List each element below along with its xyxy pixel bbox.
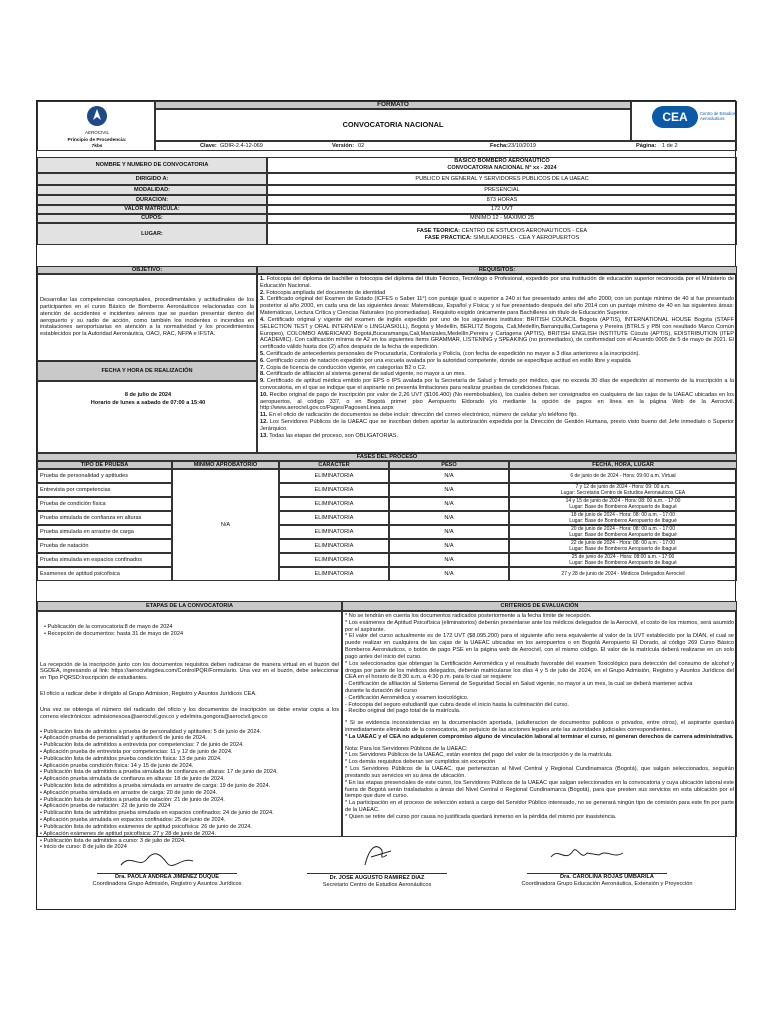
etapas-heading: ETAPAS DE LA CONVOCATORIA xyxy=(37,601,342,611)
requisito-number: 10. xyxy=(260,391,268,398)
fases-table-row xyxy=(37,469,737,483)
requisito-item xyxy=(260,412,734,419)
principio-code: 7kbs xyxy=(91,144,103,149)
fases-table-row xyxy=(37,483,737,497)
requisito-number: 9. xyxy=(260,378,265,385)
requisito-item xyxy=(260,290,734,297)
criterios-content xyxy=(342,611,737,837)
fecha-realizacion-heading: FECHA Y HORA DE REALIZACIÓN xyxy=(37,361,257,381)
requisito-item xyxy=(260,378,734,392)
fases-col-caracter: CARACTER xyxy=(279,461,389,469)
fases-cell-peso: N/A xyxy=(389,497,509,511)
fases-cell-peso: N/A xyxy=(389,483,509,497)
firma-3-role: Coordinadora Grupo Educación Aeronáutica, Extensión y Proyección xyxy=(521,880,693,887)
fases-cell-peso: N/A xyxy=(389,525,509,539)
requisito-item xyxy=(260,419,734,433)
principio-label: Principio de Procedencia: xyxy=(67,138,127,143)
lugar-practica-value: SIMULADORES - CEA Y AEROPUERTOS xyxy=(473,235,580,242)
requisito-item xyxy=(260,317,734,351)
clave-label: Clave: xyxy=(200,142,217,149)
requisito-text: Los Servidores Públicos de la UAEAC que se inscriban deben aportar la autorización expedida por la Dirección de Gestión Humana, previo visto bueno del Jefe inmediato o Superior Jerárquico. xyxy=(260,419,734,432)
requisitos-heading: REQUISITOS: xyxy=(257,266,737,274)
etapa-date-item: • Aplicación prueba simulada en espacios confinados: 25 de junio de 2024. xyxy=(40,817,226,824)
fases-cell-fecha xyxy=(509,483,737,497)
etapa-date-item: • Publicación lista de admitidos a prueba simulada en arrastre de carga: 19 de junio de 2024. xyxy=(40,783,271,789)
objetivo-heading: OBJETIVO: xyxy=(37,266,257,274)
left-logo-cell xyxy=(37,101,155,151)
fases-cell-caracter: ELIMINATORIA xyxy=(279,525,389,539)
fases-table-row xyxy=(37,497,737,511)
etapas-spacer-3 xyxy=(40,682,339,691)
fases-cell-caracter: ELIMINATORIA xyxy=(279,469,389,483)
requisito-number: 4. xyxy=(260,316,265,323)
dirigido-value: PUBLICO EN GENERAL Y SERVIDORES PUBLICOS DE LA UAEAC xyxy=(267,173,737,185)
criterio-nota-line: * La participación en el proceso de selección estará a cargo del Servidor Público interesado, no se generará ningún tipo de comisión para este fin por parte de la UAEAC. xyxy=(345,800,734,813)
nombre-value-line1: BASICO BOMBERO AERONAUTICO xyxy=(454,158,550,164)
fases-cell-tipo: Prueba simulada en arrastre de carga xyxy=(37,525,172,539)
fecha-realizacion-value: 8 de julio de 2024 xyxy=(124,392,172,398)
fases-col-minimo: MINIMO APROBATORIO xyxy=(172,461,279,469)
requisito-number: 5. xyxy=(260,350,265,357)
requisito-text: Certificado de afiliación al sistema general de salud vigente, no mayor a un mes. xyxy=(264,371,466,378)
requisito-item xyxy=(260,433,734,440)
requisito-number: 2. xyxy=(260,289,265,296)
etapa-date-item: • Aplicación prueba de personalidad y aptitudes:6 de junio de 2024. xyxy=(40,735,207,742)
fases-cell-fecha xyxy=(509,539,737,553)
criterio-nota-line: * En las etapas presenciales de este curso, los Servidores Públicos de la UAEAC que salgan seleccionados en la convocatoria y cuya ubicación laboral este fuera de Bogotá serán trasladados a áreas del Nivel Central o Regional Cundinamarca (Bogotá), para que presten sus servicios en esta ubicación por el tiempo que dure el curso. xyxy=(345,779,734,800)
fases-cell-caracter: ELIMINATORIA xyxy=(279,511,389,525)
etapa-date-item: • Aplicación prueba simulada en arrastre de carga: 20 de junio de 2024. xyxy=(40,789,218,796)
requisito-text: En el oficio de radicación de documentos se debe incluir: dirección del correo electrónico, número de celular y/o teléfono fijo. xyxy=(267,412,578,419)
lugar-teorica xyxy=(268,228,736,235)
aerocivil-logo-icon xyxy=(84,105,110,129)
fases-fecha-text: 6 de junio de de 2024 - Hora: 09:00 a.m. Virtual xyxy=(570,473,676,479)
fases-cell-peso: N/A xyxy=(389,469,509,483)
etapa-top-item: • Recepción de documentos: hasta 31 de mayo de 2024 xyxy=(44,630,184,637)
criterio-nota-line: * Los Servidores Públicos de la UAEAC, están exentos del pago del valor de la inscripción y de la matrícula. xyxy=(345,752,613,759)
etapa-top-item: • Publicación de la convocatoria:8 de mayo de 2024 xyxy=(44,624,173,630)
nombre-label: NOMBRE Y NUMERO DE CONVOCATORIA xyxy=(37,157,267,173)
cupos-value: MINIMO 12 - MAXIMO 25 xyxy=(267,214,737,223)
fases-cell-fecha xyxy=(509,469,737,483)
version-label: Versión: xyxy=(332,142,355,149)
fases-lugar-text: Lugar: Base de Bomberos Aeropuerto de Ibagué xyxy=(569,560,677,566)
fases-col-peso: PESO xyxy=(389,461,509,469)
fases-fecha-text: 18 de junio de 2024 - Hora: 08: 00 a.m. - 17:00 xyxy=(571,512,675,518)
etapa-date-item: • Publicación lista de admitidos prueba condición física: 13 de junio 2024. xyxy=(40,755,222,762)
nombre-value xyxy=(267,157,737,173)
criterio-line: - Certificación de afiliación al Sistema General de Seguridad Social en Salud vigente, no mayor a un mes, la cual se deberá mantener activa xyxy=(345,681,693,688)
fases-lugar-text: Lugar: Base de Bomberos Aeropuerto de Ibagué xyxy=(569,532,677,538)
fases-cell-tipo: Prueba simulada de confianza en alturas xyxy=(37,511,172,525)
lugar-practica-label: FASE PRACTICA: xyxy=(424,235,472,242)
signature-2-icon xyxy=(357,839,397,869)
etapas-spacer-5 xyxy=(40,721,339,729)
right-logo-cell xyxy=(631,101,737,141)
fases-heading: FASES DEL PROCESO xyxy=(37,453,737,461)
fecha-label: Fecha: xyxy=(490,142,509,149)
fases-fecha-text: 20 de junio de 2024 - Hora: 08: 00 a.m. - 17:00 xyxy=(571,526,675,532)
fases-col-fecha: FECHA, HORA, LUGAR xyxy=(509,461,737,469)
etapas-dates-list xyxy=(40,729,339,852)
requisito-text: Certificado original y vigente del examen de inglés expedido por uno de los siguientes institutos: BRITISH COUNCIL Bogota (APTIS), INTERNATIONAL HOUSE Bogota (STAFF SELECTION TEST y ORAL INTERVIEW o LINGUASKILL), Bogotá y Medellín, BERLITZ Bogota, Cali,Medellín,Barranquilla,Cartagena y Pereira (BTRLS y PBI con resultado Marco Común Europeo), COLOMBO AMERICANO Bogotá,Bucaramanga,Cali,Manizales,Medellín,Pereira y Cartagena (APTIS), BRITISH ENGLISH INSTITUTE Cúcuta (APTIS), EDISTRIBUTION (ITEP ACADEMIC). Con calificación mínima de A2 en los siguientes ítems GRAMMAR, LISTENING y SPEAKING (no promediados), de conformidad con el Acuerdo 0005 de 5 de mayo de 2021. El certificado válido hasta dos (2) años después de la fecha de expedición. xyxy=(260,316,734,351)
fecha-value: 23/10/2019 xyxy=(508,142,536,149)
fases-cell-caracter: ELIMINATORIA xyxy=(279,539,389,553)
etapa-date-item: • Publicación lista de admitidos a prueba de personalidad y aptitudes: 5 de junio de 2024. xyxy=(40,728,262,735)
fases-cell-fecha xyxy=(509,497,737,511)
fases-minimo-value: N/A xyxy=(172,469,279,581)
criterio-nota-line: * Quien se retire del curso por causa no justificada quedará inmerso en la pérdida del mismo por inasistencia. xyxy=(345,813,617,820)
etapas-para1: La recepción de la inscripción junto con los documentos requisitos deben radicarse de manera virtual en el buzon del SGDEA, ingresando al link: https://aerocivilsgdea.com/ControlPQR/Formulario. Una vez en el buzón, debe seleccionar en Tipo PQRSD:Inscripción de estudiantes. xyxy=(40,661,339,682)
fases-table-row xyxy=(37,511,737,525)
formato-label: FORMATO xyxy=(155,101,631,109)
etapas-spacer-4 xyxy=(40,698,339,707)
fases-cell-peso: N/A xyxy=(389,553,509,567)
duracion-label: DURACION: xyxy=(37,195,267,205)
firma-1-role: Coordinadora Grupo Admisión, Registro y Asuntos Jurídicos xyxy=(92,880,242,887)
criterios-lines xyxy=(345,613,734,734)
fases-cell-tipo: Prueba de natación xyxy=(37,539,172,553)
left-logo-caption: AEROCIVIL xyxy=(84,130,109,135)
requisito-number: 3. xyxy=(260,296,265,303)
cea-logo-caption xyxy=(700,112,738,121)
requisito-item xyxy=(260,296,734,316)
fases-cell-fecha xyxy=(509,511,737,525)
objetivo-text: Desarrollar las competencias conceptuales, procedimentales y actitudinales de los participantes en el curso Básico de Bomberos Aeronáuticos relacionadas con la atención de accidentes e incidentes aéreos que se puedan presentar dentro del aeropuerto y su radio de acción, como también los incidentes o incendios en instalaciones aeroportuarias en atención a la normatividad y los procedimientos establecidos por la Autoridad Aeronáutica, OACI, RAC, NFPA e IFSTA. xyxy=(37,274,257,361)
criterios-nota xyxy=(345,746,734,821)
requisito-text: Copia de licencia de conducción vigente, en categorías B2 o C2. xyxy=(264,364,427,371)
requisito-text: Certificado curso de natación expedido por una escuela avalada por la autoridad competente, donde se especifique actitud en estilo libre y espalda xyxy=(264,357,631,364)
lugar-teorica-label: FASE TEORICA: xyxy=(416,228,461,234)
fases-fecha-text: 22 de junio de 2024 - Hora: 08: 00 a.m. - 17:00 xyxy=(571,540,675,546)
etapas-spacer-2 xyxy=(40,638,339,662)
criterio-line: * Si se evidencia inconsistencias en la documentación aportada, (adulteracion de documentos publicos o privados, entre otros), el aspirante quedará inmediatamente eliminado de la convocatoria, sin perjuicio de las acciones legales ante las autoridades judiciales correspondientes.. xyxy=(345,720,734,733)
lugar-practica xyxy=(268,235,736,242)
etapa-date-item: • Publicación lista de admitidos prueba simulada en espacios confinados: 24 de junio de 2024. xyxy=(40,810,274,817)
etapa-date-item: • Inicio de curso: 8 de julio de 2024 xyxy=(40,844,127,851)
requisito-item xyxy=(260,358,734,365)
fases-cell-peso: N/A xyxy=(389,511,509,525)
criterio-line: * Los seleccionados que obtengan la Certificación Aeromédica y el resultado favorable del examen Toxicológico para detección del consumo de alcohol y drogas por parte de los médicos delegados, deberán matricularse los días 4 y 5 de julio de 2024, en el Grupo Admisión, Registro y Asuntos Jurídicos del CEA en el horario de 8:30 a.m. a 4:30 p.m. para lo cual se requiere: xyxy=(345,660,734,681)
fases-cell-caracter: ELIMINATORIA xyxy=(279,497,389,511)
fases-table-row xyxy=(37,567,737,581)
fases-cell-caracter: ELIMINATORIA xyxy=(279,483,389,497)
fases-cell-fecha xyxy=(509,567,737,581)
valor-value: 172 UVT xyxy=(267,205,737,214)
requisito-text: Certificado de antecedentes personales de Procuraduría, Contraloría y Policía, (con fecha de expedición no mayor a 3 días anteriores a la inscripción). xyxy=(264,350,640,357)
requisito-text: Certificado original del Examen de Estado (ICFES o Saber 11°) con puntaje igual o superior a 240 si fue presentado antes del año 2000; con un puntaje mínimo de 40 si fue presentado posterior al año 2000, en cada una de las siguientes áreas: Matemáticas, Español y Física; y si fue presentado después del año 2014 con un puntaje mínimo de 40 en las siguientes áreas: Matemáticas, Lectura Crítica y Ciencias Naturales (no promediadas). Requisito exigido únicamente para Bachilleres sin título de Educación Superior. xyxy=(260,296,734,317)
criterio-line: - Recibo original del pago total de la matrícula. xyxy=(345,708,461,715)
requisito-number: 6. xyxy=(260,357,265,364)
fases-col-tipo: TIPO DE PRUEBA xyxy=(37,461,172,469)
requisito-text: Certificado de aptitud médica emitido por EPS o IPS avalada por la Secretaría de Salud y firmado por médico, que no exceda 30 días de expedición al momento de la inscripción a la convocatoria, en el que se indique que el aspirante no presenta limitaciones para realizar pruebas de condiciones físicas. xyxy=(260,378,734,391)
etapas-para3: Una vez se obtenga el número del radicado del oficio y los documentos de inscripción se debe enviar copia a los correos electrónicos: admisionescea@aerocivil.gov.co y edelmira.gongora@aerocivil.gov.co xyxy=(40,706,339,720)
etapa-date-item: • Publicación lista de admitidos a entrevista por competencias: 7 de junio de 2024. xyxy=(40,742,244,749)
lugar-value xyxy=(267,223,737,245)
fases-fecha-text: 27 y 28 de junio de 2024 - Médicos Delegados Aerocivil xyxy=(561,571,685,577)
fases-fecha-text: 25 de junio de 2024 - Hora: 08:00 a.m. - 17:00 xyxy=(571,554,675,560)
criterio-line: * El valor del curso actualmente es de 172 UVT ($8.095.200) para el siguiente año sera equivalente al valor de la UVT establecido por la DIAN, el cual se puede realizar en cualquiera de las cajas de la UAEAC ubicadas en los aeropuertos o en Bogotá Aeropuerto El Dorado, al código 269 Curso Básico Bomberos Aeronáuticos, o botón de pago PSE en la página web de Aerocivil, con el mismo código. El valor de la matrícula deberá realizarse en un solo pago antes del inicio del curso. xyxy=(345,633,734,660)
fases-fecha-text: 14 y 15 de junio de 2024 - Hora: 08: 00 a.m. - 17:00 xyxy=(565,498,681,504)
requisito-text: Fotocopia del diploma de bachiller o fotocopia del diploma del título Técnico, Tecnólogo o Profesional, expedido por una institución de educación superior reconocida por el Ministerio de Educación Nacional. xyxy=(260,276,734,289)
lugar-label: LUGAR: xyxy=(37,223,267,245)
nombre-value-line2: CONVOCATORIA NACIONAL N° xx - 2024 xyxy=(447,164,557,171)
signature-1-icon xyxy=(117,849,197,871)
etapas-spacer xyxy=(40,614,339,624)
requisito-item xyxy=(260,392,734,412)
criterio-nota-line: Nota: Para los Servidores Públicos de la UAEAC: xyxy=(345,745,468,752)
criterios-heading: CRITERIOS DE EVALUACIÓN xyxy=(342,601,737,611)
pagina-value: 1 de 2 xyxy=(662,142,678,149)
fases-lugar-text: Lugar: Secretaria Centro de Estudios Aeronauticos CEA xyxy=(560,490,686,496)
fases-cell-fecha xyxy=(509,553,737,567)
etapa-date-item: • Aplicación prueba simulada de confianza en alturas: 18 de junio de 2024. xyxy=(40,776,225,783)
fases-table-body xyxy=(37,469,737,581)
criterio-line: * No se tendrán en cuenta los documentos radicados posteriormente a la fecha límite de recepción. xyxy=(345,613,592,619)
document-page xyxy=(36,100,736,910)
firmas-area xyxy=(37,837,737,911)
cea-caption-line2: Aeronáuticos xyxy=(700,115,725,121)
page-title: CONVOCATORIA NACIONAL xyxy=(155,109,631,141)
etapa-date-item: • Publicación lista de admitidos exámenes de aptitud psicofísica: 26 de junio de 2024. xyxy=(40,823,252,830)
requisito-text: Fotocopia ampliada del documento de identidad xyxy=(264,289,386,296)
horario-value: Horario de lunes a sabado de 07:00 a 15:40 xyxy=(90,400,206,406)
fases-cell-peso: N/A xyxy=(389,539,509,553)
fases-fecha-text: 7 y 12 de junio de 2024 - Hora: 09: 00 a.m. xyxy=(575,484,671,490)
criterios-bold-line: * La UAEAC y el CEA no adquieren compromiso alguno de vinculación laboral al terminar el curso, ni generan derechos de carrera administrativa. xyxy=(345,733,734,740)
cea-caption-line1: Centro de Estudios xyxy=(700,111,736,116)
firma-2-role: Secretario Centro de Estudios Aeronáuticos xyxy=(322,881,432,888)
etapa-date-item: • Publicación lista de admitidos a curso: 3 de julio de 2024. xyxy=(40,837,186,844)
requisito-item xyxy=(260,351,734,358)
version-value: 02 xyxy=(358,142,365,149)
requisito-item xyxy=(260,365,734,372)
meta-row xyxy=(155,141,737,151)
signature-3-icon xyxy=(547,843,627,867)
fases-cell-tipo: Entrevista por competencias xyxy=(37,483,172,497)
requisito-number: 11. xyxy=(260,412,268,419)
firma-3-name: Dra. CAROLINA ROJAS UMBARILA xyxy=(560,874,654,880)
requisito-text: Recibo original de pago de inscripción por valor de 2,26 UVT ($106.400) (No reembolsables), los cuales deben ser consignados en cualquiera de las cajas de la UAEAC ubicadas en los aeropuertos, al código 337, o en Bogotá primer piso Aeropuerto Eldorado y/o mediante la opción de pagos en línea en la página Web de la Aerocivil. http://www.aerocivil.gov.co/Pages/PagosenLinea.aspx xyxy=(260,391,734,412)
etapa-date-item: • Aplicación prueba condición física: 14 y 15 de junio de 2024. xyxy=(40,762,194,769)
fases-lugar-text: Lugar: Base de Bomberos Aeropuerto de Ibagué xyxy=(569,504,677,510)
etapa-date-item: • Publicación lista de admitidos a prueba de natación: 21 de junio de 2024. xyxy=(40,796,225,803)
etapa-date-item: • Aplicación prueba de entrevista por competencias: 11 y 12 de junio de 2024. xyxy=(40,748,233,755)
criterio-nota-line: * Los demás requisitos deberan ser cumplidos sin excepción xyxy=(345,759,496,766)
etapa-date-item: • Aplicación prueba de natación: 22 de junio de 2024 xyxy=(40,803,171,810)
fases-table-row xyxy=(37,539,737,553)
fases-cell-tipo: Prueba de personalidad y aptitudes xyxy=(37,469,172,483)
criterio-line: - Fotocopia del seguro estudiantil que cubra desde el inicio hasta la culminación del curso. xyxy=(345,701,569,708)
fases-cell-caracter: ELIMINATORIA xyxy=(279,553,389,567)
requisito-number: 12. xyxy=(260,419,268,426)
fases-cell-tipo: Prueba de condición física xyxy=(37,497,172,511)
firma-3 xyxy=(477,874,737,888)
fases-lugar-text: Lugar: Base de Bomberos Aeropuerto de Ibagué xyxy=(569,546,677,552)
etapas-para2: El oficio a radicar debe ir dirigido al Grupo Admision, Registro y Asuntos Jurídicos CEA. xyxy=(40,691,257,698)
fases-table-row xyxy=(37,525,737,539)
lugar-teorica-value: CENTRO DE ESTUDIOS AERONAUTICOS - CEA xyxy=(461,228,588,234)
header-block xyxy=(37,101,737,151)
etapa-date-item: • Aplicación exámenes de aptitud psicofísica: 27 y 28 de junio de 2024. xyxy=(40,830,216,837)
valor-label: VALOR MATRICULA: xyxy=(37,205,267,214)
etapas-content xyxy=(37,611,342,851)
fases-header-row xyxy=(37,461,737,469)
requisito-number: 13. xyxy=(260,432,268,439)
requisito-text: Todas las etapas del proceso, son OBLIGATORIAS. xyxy=(267,432,399,439)
pagina-label: Página: xyxy=(636,142,657,149)
etapa-date-item: • Publicación lista de admitidos a prueba simulada de confianza en alturas: 17 de junio de 2024. xyxy=(40,769,278,776)
criterio-nota-line: * Los Servidores Públicos de la UAEAC, que pertenezcan al Nivel Central y Regional Cundinamarca (Bogotá), que salgan seleccionados, seguirán prestando sus servicios en su área de ubicación. xyxy=(345,766,734,779)
firma-1-name: Dra. PAOLA ANDREA JIMENEZ DUQUE xyxy=(114,874,219,880)
firma-2-name: Dr. JOSE AUGUSTO RAMIREZ DIAZ xyxy=(329,875,425,881)
fases-cell-tipo: Examenes de aptitud psicofisica xyxy=(37,567,172,581)
criterio-line: * Los exámenes de Aptitud Psicofísica (eliminatorios) deberán presentarse ante los médicos delegados de la Aerocivil, el costo de los mismos, será asumido por el aspirante. xyxy=(345,619,734,633)
clave-value: GDIR-2.4-12-069 xyxy=(220,142,263,149)
modalidad-label: MODALIDAD: xyxy=(37,185,267,195)
fases-cell-peso: N/A xyxy=(389,567,509,581)
criterio-line: - Certificación Aeromédica y examen toxicológico. xyxy=(345,694,469,701)
etapas-top-list xyxy=(40,624,339,638)
requisito-number: 8. xyxy=(260,371,265,378)
cupos-label: CUPOS: xyxy=(37,214,267,223)
firma-2 xyxy=(247,875,507,889)
requisito-item xyxy=(260,371,734,378)
signature-2-line xyxy=(307,873,447,874)
dirigido-label: DIRIGIDO A: xyxy=(37,173,267,185)
fases-table-row xyxy=(37,553,737,567)
duracion-value: 873 HORAS xyxy=(267,195,737,205)
requisito-number: 1. xyxy=(260,276,265,282)
cea-logo-icon: CEA xyxy=(652,106,698,128)
fases-lugar-text: Lugar: Base de Bomberos Aeropuerto de Ibagué xyxy=(569,518,677,524)
requisito-number: 7. xyxy=(260,364,265,371)
fases-cell-tipo: Prueba simulada en espacios confinados xyxy=(37,553,172,567)
requisitos-list xyxy=(257,274,737,453)
requisito-item xyxy=(260,276,734,290)
modalidad-value: PRESENCIAL xyxy=(267,185,737,195)
fases-cell-fecha xyxy=(509,525,737,539)
criterio-line: durante la duración del curso xyxy=(345,687,418,694)
fecha-realizacion-cell xyxy=(37,381,257,453)
fases-cell-caracter: ELIMINATORIA xyxy=(279,567,389,581)
